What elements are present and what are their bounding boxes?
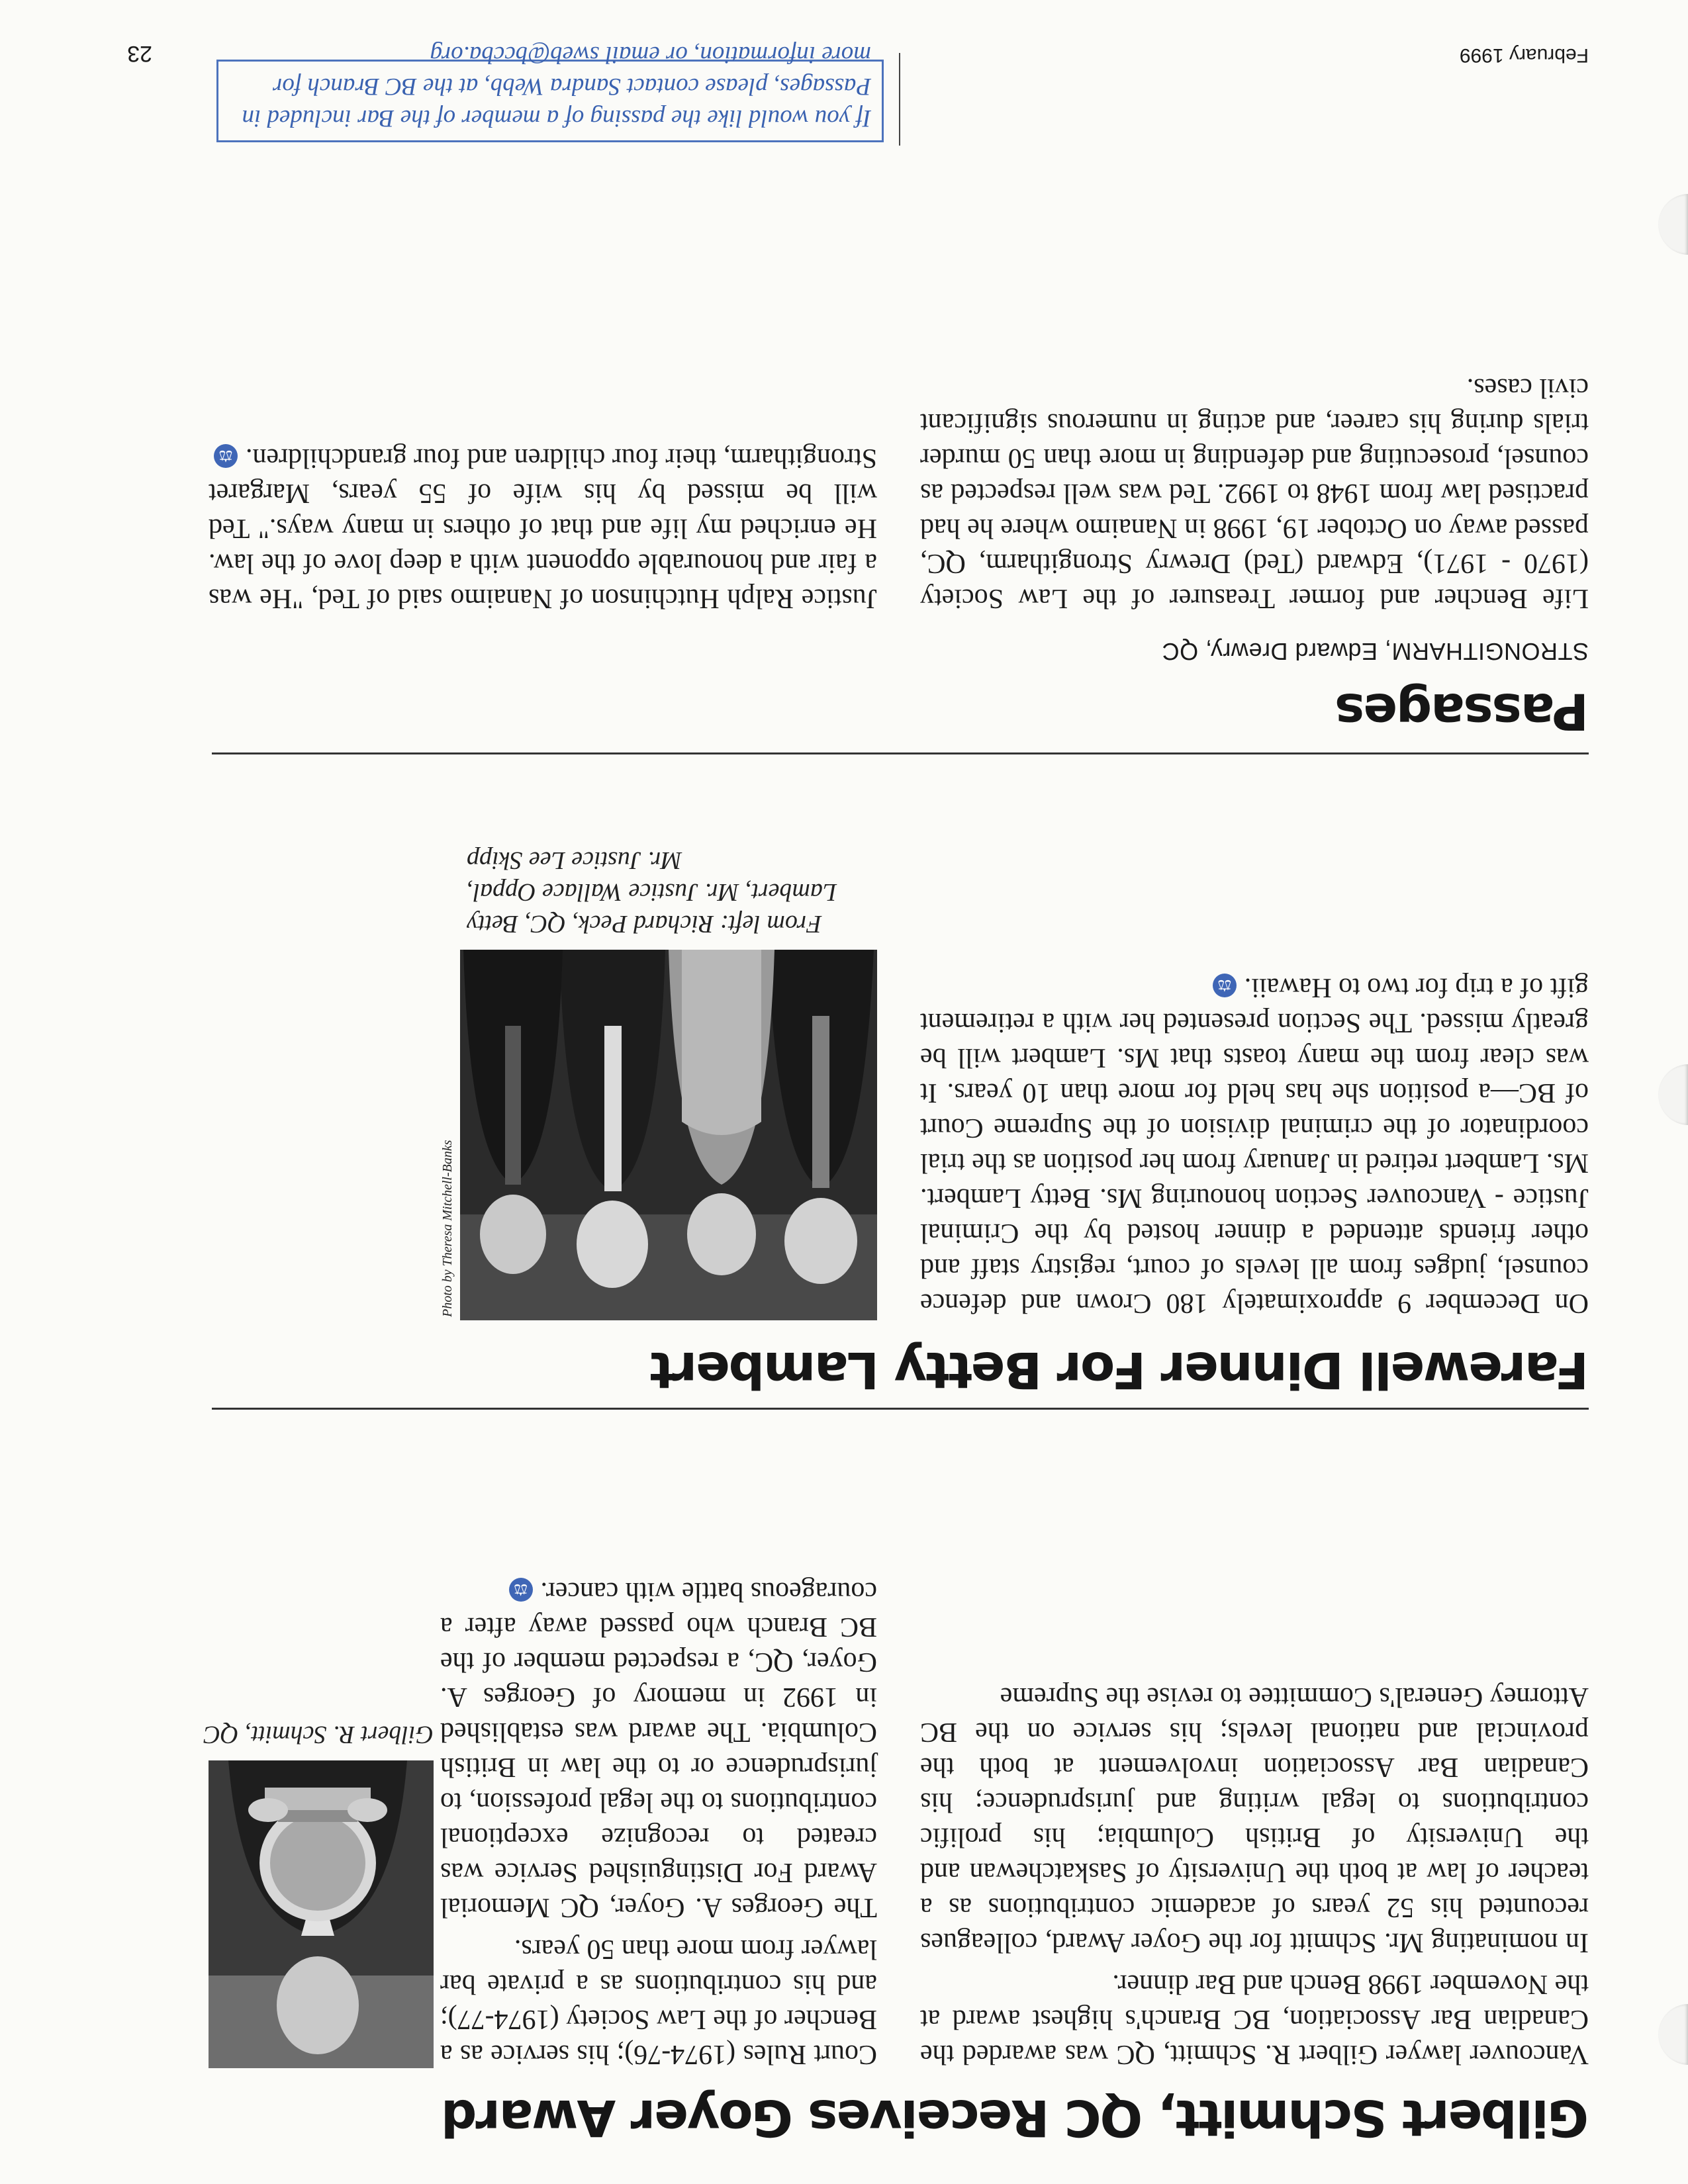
lambert-photo-credit: Photo by Theresa Mitchell-Banks — [440, 1140, 455, 1317]
goyer-left-column — [920, 1679, 1589, 2071]
passages-right-column — [209, 440, 877, 615]
binder-hole-top — [1658, 2004, 1688, 2065]
binder-hole-bottom — [1658, 194, 1688, 255]
lambert-photo-illustration — [460, 950, 877, 1320]
goyer-paragraph-3: Court Rules (1974-76); his service as a Bencher of the Law Society (1974-77); and his contributions as a private bar lawyer from more than 50 years. — [440, 1934, 877, 2070]
goyer-headline: Gilbert Schmitt, QC Receives Goyer Award — [442, 2089, 1589, 2148]
goyer-award-photo — [209, 1760, 434, 2068]
lambert-paragraph-text: On December 9 approximately 180 Crown and defence counsel, judges from all levels of court, registry staff and other friends attended a dinner hosted by the Criminal Justice - Vancouver Section honouring Ms. Betty Lambert. Ms. Lambert retired in January from her position as the trial coordinator of the criminal division of the Supreme Court of BC—a position she has held for more than 10 years. It was clear from the many toasts that Ms. Lambert will be greatly missed. The Section presented her with a retirement gift of a trip for two to Hawaii. — [920, 972, 1589, 1318]
passages-headline: Passages — [1336, 682, 1589, 741]
scales-of-justice-icon: ⚖ — [1213, 974, 1237, 997]
lambert-paragraph — [920, 970, 1589, 1320]
passages-left-column — [920, 370, 1589, 615]
goyer-photo-caption: Gilbert R. Schmitt, QC — [203, 1721, 434, 1749]
lambert-headline: Farewell Dinner For Betty Lambert — [651, 1341, 1589, 1400]
passages-subhead: STRONGITHARM, Edward Drewry, QC — [1162, 638, 1589, 665]
passages-paragraph-1: Life Bencher and former Treasurer of the Law Society (1970 - 1971), Edward (Ted) Drewry Strongitharm, QC, passed away on October 19, 1998 in Nanaimo where he had practised law from 1948 to 1992. Ted was well respected as counsel, prosecuting and defending in more than 50 murder trials during his career, and acting in numerous significant civil cases. — [920, 373, 1589, 614]
goyer-paragraph-2: In nominating Mr. Schmitt for the Goyer Award, colleagues recounted his 52 years of academic contributions as a teacher of law at both the University of Saskatchewan and the University of British Columbia; his prolific contributions to legal writing and jurisprudence; his Canadian Bar Association involvement at both the provincial and national levels; his service on the BC Attorney General's Committee to revise the Supreme — [920, 1682, 1589, 1958]
passages-paragraph-2 — [209, 440, 877, 615]
scales-of-justice-icon: ⚖ — [214, 444, 238, 468]
column-separator — [899, 53, 900, 146]
footer-issue-date: February 1999 — [1459, 44, 1589, 66]
section-divider-1 — [212, 1408, 1589, 1410]
footer-page-number: 23 — [127, 41, 152, 66]
section-divider-2 — [212, 752, 1589, 754]
lambert-photo-caption: From left: Richard Peck, QC, Betty Lambert, Mr. Justice Wallace Oppal, Mr. Justice Lee Skipp — [467, 846, 837, 938]
binder-hole-middle — [1658, 1064, 1688, 1125]
goyer-paragraph-4 — [440, 1574, 877, 1925]
passages-notice-box: If you would like the passing of a member of the Bar included in Passages, please contact Sandra Webb, at the BC Branch for more information, or email sweb@bccba.org — [216, 60, 884, 142]
goyer-right-column — [440, 1574, 877, 2071]
passages-paragraph-2-text: Justice Ralph Hutchinson of Nanaimo said of Ted, "He was a fair and honourable opponent with a deep love of the law. He enriched my life and that of others in many ways." Ted will be missed by his wife of 55 years, Margaret Strongitharm, their four children and four grandchildren. — [209, 443, 877, 614]
goyer-photo-illustration — [209, 1760, 434, 2068]
lambert-column — [920, 970, 1589, 1320]
lambert-group-photo — [460, 950, 877, 1320]
scales-of-justice-icon: ⚖ — [509, 1578, 533, 1602]
goyer-paragraph-1: Vancouver lawyer Gilbert R. Schmitt, QC was awarded the Canadian Bar Association, BC Branch's highest award at the November 1998 Bench and Bar dinner. — [920, 1969, 1589, 2070]
goyer-paragraph-4-text: The Georges A. Goyer, QC Memorial Award For Distinguished Service was created to recognize exceptional contributions to the legal profession, to jurisprudence or to the law in British Columbia. The award was established in 1992 in memory of Georges A. Goyer, QC, a respected member of the BC Branch who passed away after a courageous battle with cancer. — [440, 1576, 877, 1923]
